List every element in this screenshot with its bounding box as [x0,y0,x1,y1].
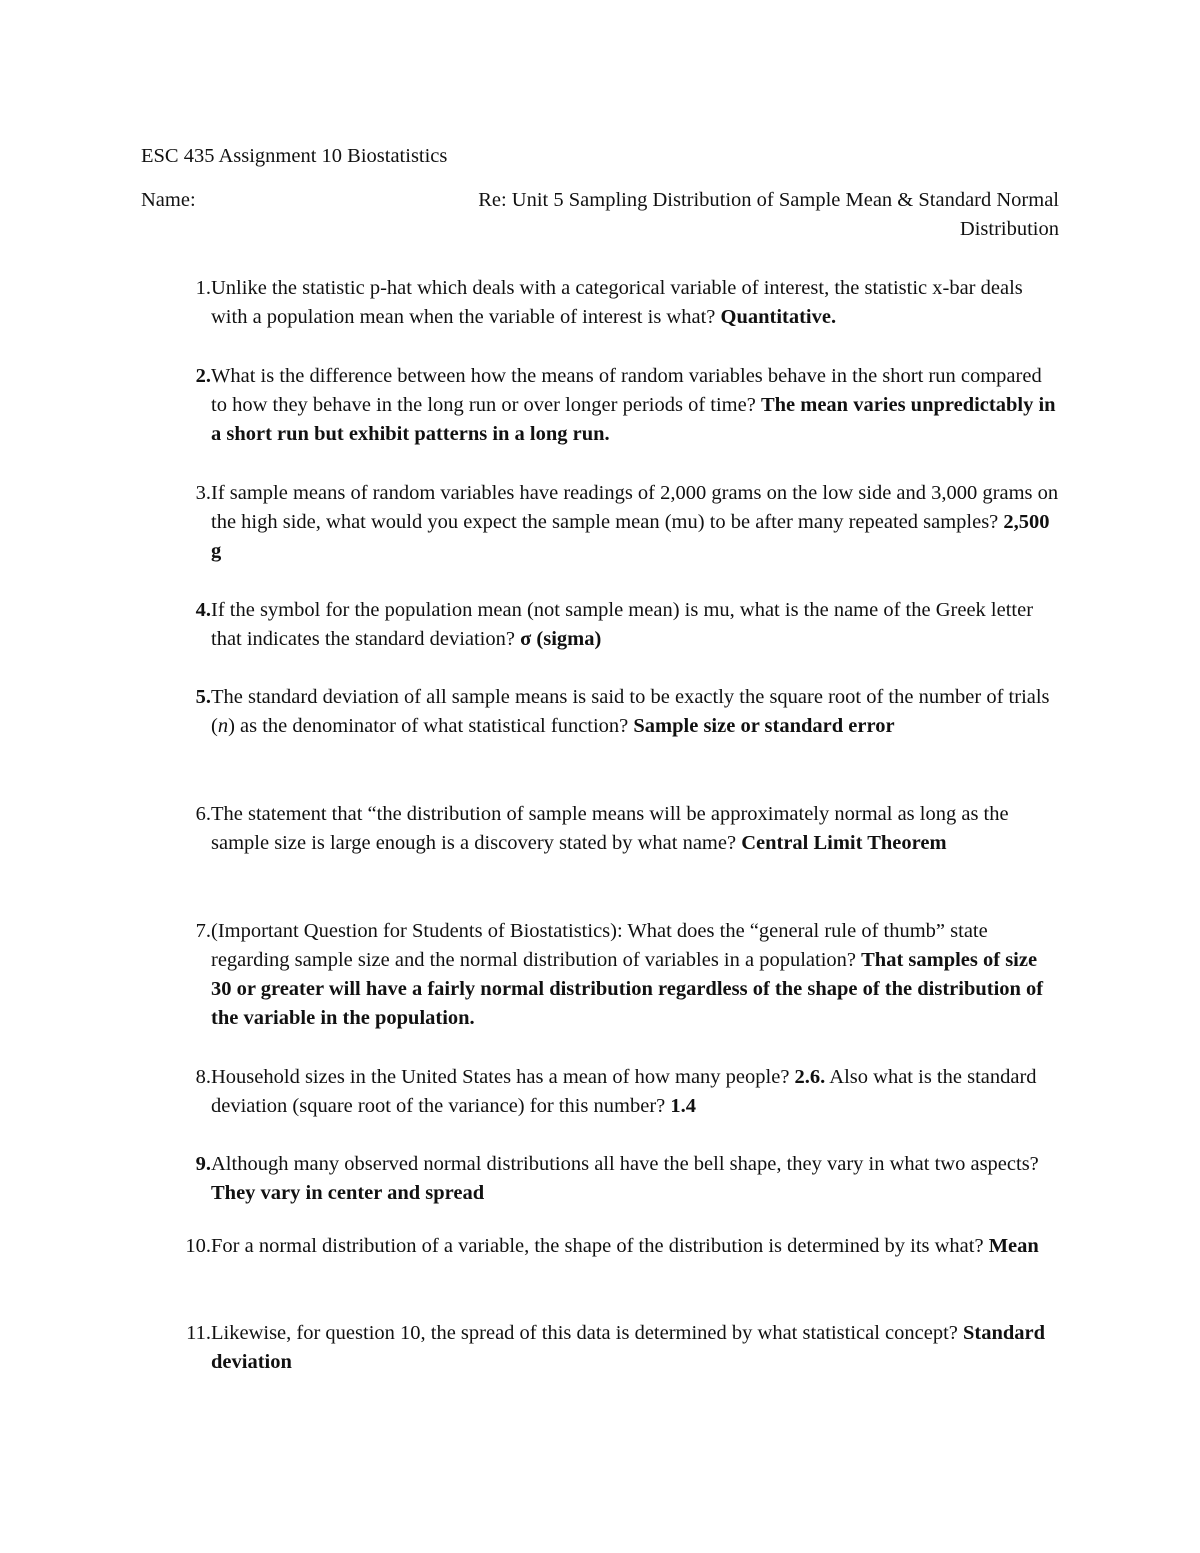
question-text: If sample means of random variables have readings of 2,000 grams on the low side and 3,000 grams on the high side, what would you expect the sample mean (mu) to be after many repeated samples? [211,482,1059,533]
question-body [211,274,1061,332]
question-body [211,1232,1061,1261]
answer-text-2: 1.4 [670,1095,696,1117]
question-2 [141,362,1061,449]
question-number: 3. [195,482,211,504]
question-1 [141,274,1061,332]
answer-text: The mean varies unpredictably in a short run but exhibit patterns in a long run. [211,394,1056,445]
answer-text: Mean [988,1235,1039,1257]
question-number: 11. [186,1322,211,1344]
answer-text: They vary in center and spread [211,1182,485,1204]
question-number: 2. [195,365,211,387]
question-number: 6. [195,803,211,825]
question-body [211,800,1061,858]
question-body [211,1063,1061,1121]
question-11 [141,1319,1061,1377]
question-text: Unlike the statistic p-hat which deals with a categorical variable of interest, the statistic x-bar deals with a population mean when the variable of interest is what? [211,277,1023,328]
question-text: For a normal distribution of a variable, the shape of the distribution is determined by its what? [211,1235,984,1257]
question-text-cont: ) as the denominator of what statistical function? [228,715,629,737]
question-text: What is the difference between how the means of random variables behave in the short run compared to how they behave in the long run or over longer periods of time? [211,365,1042,416]
answer-text: 2.6. [794,1066,826,1088]
question-body [211,362,1061,449]
question-number: 5. [195,686,211,708]
document-title: ESC 435 Assignment 10 Biostatistics [141,145,448,167]
name-label: Name: [141,189,196,211]
answer-text: σ (sigma) [520,628,602,650]
question-body [211,683,1061,741]
question-number: 1. [195,277,211,299]
question-number: 4. [195,599,211,621]
subject-line: Re: Unit 5 Sampling Distribution of Sample Mean & Standard Normal Distribution [478,189,1059,240]
question-3 [141,479,1061,566]
question-text-2: Also what is the standard deviation (square root of the variance) for this number? [211,1066,1037,1117]
question-6 [141,800,1061,858]
question-10 [141,1232,1061,1261]
italic-n: n [217,715,229,737]
answer-text: That samples of size 30 or greater will have a fairly normal distribution regardless of the shape of the distribution of the variable in the population. [211,949,1044,1029]
question-4 [141,596,1061,654]
question-text: The statement that “the distribution of sample means will be approximately normal as long as the sample size is large enough is a discovery stated by what name? [211,803,1009,854]
question-body [211,479,1061,566]
answer-text: Quantitative. [720,306,837,328]
question-text: The standard deviation of all sample means is said to be exactly the square root of the number of trials ( [211,686,1050,737]
question-body [211,917,1061,1033]
answer-text: 2,500 g [211,511,1050,562]
question-9 [141,1150,1061,1208]
question-body [211,1319,1061,1377]
answer-text: Standard deviation [211,1322,1046,1373]
question-body [211,596,1061,654]
question-text: (Important Question for Students of Biostatistics): What does the “general rule of thumb” state regarding sample size and the normal distribution of variables in a population? [211,920,988,971]
question-text: Likewise, for question 10, the spread of this data is determined by what statistical concept? [211,1322,958,1344]
question-text: Although many observed normal distributions all have the bell shape, they vary in what two aspects? [211,1153,1039,1175]
question-number: 7. [195,920,211,942]
question-5 [141,683,1061,741]
question-text: Household sizes in the United States has a mean of how many people? [211,1066,790,1088]
question-7 [141,917,1061,1033]
answer-text: Central Limit Theorem [741,832,947,854]
question-number: 9. [195,1153,211,1175]
question-number: 8. [195,1066,211,1088]
question-text: If the symbol for the population mean (not sample mean) is mu, what is the name of the Greek letter that indicates the standard deviation? [211,599,1034,650]
question-number: 10. [185,1235,211,1257]
question-body [211,1150,1061,1208]
question-8 [141,1063,1061,1121]
answer-text: Sample size or standard error [633,715,895,737]
